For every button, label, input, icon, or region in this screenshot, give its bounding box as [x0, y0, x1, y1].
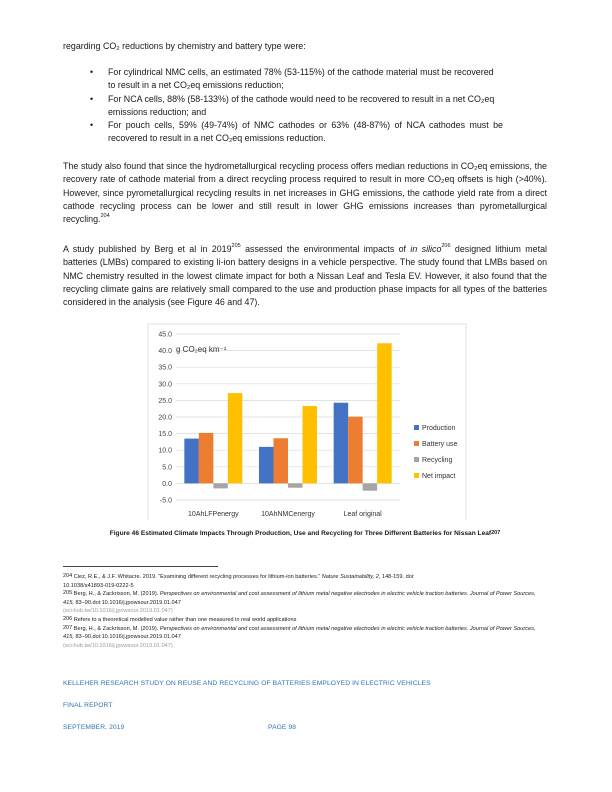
x-tick-label: 10AhNMCenergy	[261, 511, 315, 518]
paragraph-berg-study: A study published by Berg et al in 2019$^{205}$ assessed the environmental impacts of in silico$^{206}$ designed lithium metal batteries (LMBs) compared to existing li-ion battery designs in a vehicle perspective. The study found that LMBs based on NMC chemistry resulted in the lowest climate impact for both a Nissan Leaf and Tesla EV. However, it also found that the recycling climate gains are relatively small compared to the use and production phase impacts for all types of the batteries considered in the analysis (see Figure 46 and 47).	[63, 243, 547, 308]
footer-date: SEPTEMBER, 2019	[63, 724, 125, 731]
footnote: $^{206}$ Refers to a theoretical modelled value rather than one measured in real world applications	[63, 615, 297, 623]
legend-label: Battery use	[422, 441, 458, 448]
bar-recycling	[363, 483, 378, 490]
bar-recycling	[213, 483, 228, 488]
y-tick-label: 20.0	[158, 414, 172, 422]
y-tick-label: 35.0	[158, 364, 172, 372]
list-item: • For cylindrical NMC cells, an estimated 78% (53-115%) of the cathode material must be recovered to result in a net CO₂eq emissions reduction;	[90, 67, 494, 91]
footer-report: FINAL REPORT	[63, 702, 113, 709]
page-number: PAGE 98	[268, 724, 297, 731]
paragraph-recycling-process: The study also found that since the hydrometallurgical recycling process offers median reductions in CO₂eq emissions, the recovery rate of cathode material from a direct recycling process required to result in more CO₂eq offsets is high (>40%). However, since pyrometallurgical recycling results in net increases in GHG emissions, the cathode yield rate from a direct cathode recycling process can be lower and still result in lower GHG emissions increases than pyrometallurgical recycling.$^{204}$	[63, 161, 547, 225]
footnote-divider	[63, 566, 218, 567]
footnote: $^{207}$ Berg, H., & Zackrisson, M. (2019). Perspectives on environmental and cost assessment of lithium metal negative electrodes in electric vehicle traction batteries. Journal of Power Sources, 415, 83–90.doi:10.1016/j.jpowsour.2019.01.047 (sci-hub.tw/10.1016/j.jpowsour.2019.01.047)	[63, 624, 536, 649]
list-item: • For NCA cells, 88% (58-133%) of the cathode would need to be recovered to result in a net CO₂eq emissions reduction; and	[90, 93, 495, 117]
bar-battery-use	[274, 438, 289, 483]
climate-impact-chart	[0, 320, 612, 520]
y-tick-label: 30.0	[158, 381, 172, 389]
footnote-ref: 207	[491, 530, 501, 536]
intro-text: regarding CO₂ reductions by chemistry and battery type were:	[63, 41, 306, 51]
bar-production	[184, 439, 199, 484]
bar-production	[334, 403, 349, 484]
y-tick-label: 25.0	[158, 397, 172, 405]
bar-recycling	[288, 483, 303, 487]
y-tick-label: 45.0	[158, 331, 172, 339]
legend-swatch	[414, 473, 419, 478]
x-tick-label: Leaf original	[343, 511, 382, 518]
x-axis-labels	[188, 511, 382, 518]
bullet-icon: •	[90, 120, 94, 131]
footnote-ref: 205	[231, 243, 241, 249]
footnote-link[interactable]: (sci-hub.tw/10.1016/j.jpowsour.2019.01.047)	[63, 608, 173, 615]
y-tick-label: 40.0	[158, 348, 172, 356]
y-tick-label: -5.0	[159, 497, 172, 505]
y-tick-label: 15.0	[158, 431, 172, 439]
footer-title: KELLEHER RESEARCH STUDY ON REUSE AND RECYCLING OF BATTERIES EMPLOYED IN ELECTRIC VEHICLES	[63, 680, 431, 687]
legend-label: Production	[422, 425, 456, 432]
legend-swatch	[414, 457, 419, 462]
x-tick-label: 10AhLFPenergy	[188, 511, 239, 518]
bar-net-impact	[303, 406, 318, 483]
bar-net-impact	[377, 343, 392, 483]
bar-net-impact	[228, 393, 243, 483]
legend-label: Recycling	[422, 457, 453, 464]
y-tick-label: 0.0	[162, 480, 172, 488]
footnote: $^{204}$ Ciez, R.E., & J.F. Whitacre. 2019. “Examining different recycling processes for lithium-ion batteries.” Nature Sustainability, 2, 148-159. doi: 10.1038/s41893-019-0222-5	[63, 573, 415, 589]
legend-label: Net impact	[422, 473, 456, 480]
bar-battery-use	[199, 433, 214, 483]
list-item: • For pouch cells, 59% (49-74%) of NMC cathodes or 63% (48-87%) of NCA cathodes must be recovered to result in a net CO₂eq emissions reduction.	[90, 120, 503, 144]
footnotes	[63, 573, 543, 650]
footnote-ref: 206	[441, 243, 451, 249]
bar-battery-use	[348, 417, 363, 484]
legend-swatch	[414, 425, 419, 430]
y-tick-label: 10.0	[158, 447, 172, 455]
legend-swatch	[414, 441, 419, 446]
y-tick-label: 5.0	[162, 464, 172, 472]
findings-list	[63, 66, 503, 146]
chart-title: g CO₂eq km⁻¹	[176, 345, 227, 354]
bullet-icon: •	[90, 67, 94, 77]
figure-caption: Figure 46 Estimated Climate Impacts Through Production, Use and Recycling for Three Different Batteries for Nissan Leaf$^{207}$	[109, 530, 501, 537]
footnote-link[interactable]: (sci-hub.tw/10.1016/j.jpowsour.2019.01.047)	[63, 642, 173, 649]
bullet-icon: •	[90, 93, 94, 104]
footnote-ref: 204	[100, 213, 110, 220]
footnote: $^{205}$ Berg, H., & Zackrisson, M. (2019). Perspectives on environmental and cost assessment of lithium metal negative electrodes in electric vehicle traction batteries. Journal of Power Sources, 415, 83–90.doi:10.1016/j.jpowsour.2019.01.047 (sci-hub.tw/10.1016/j.jpowsour.2019.01.047)	[63, 590, 536, 615]
bar-production	[259, 447, 274, 484]
footer-date-line	[63, 724, 297, 731]
